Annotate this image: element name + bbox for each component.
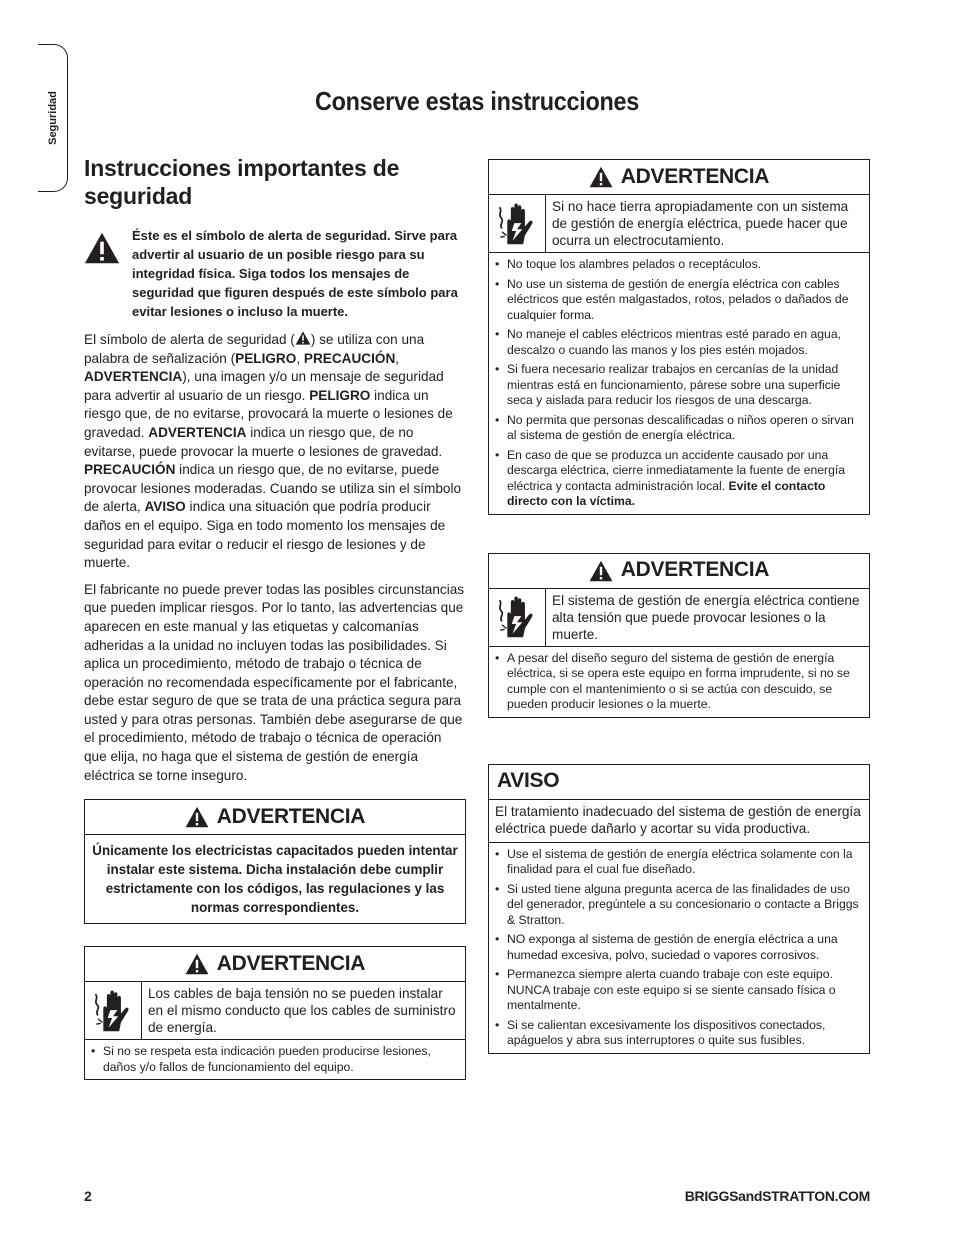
warning-box-heading: ADVERTENCIA <box>489 554 869 589</box>
section-title: Instrucciones importantes de seguridad <box>84 155 400 209</box>
right-column <box>488 159 870 1054</box>
alert-intro-text: Éste es el símbolo de alerta de seguridad. Sirve para advertir al usuario de un posible riesgo para su integridad física. Siga todos los mensajes de seguridad que figuren después de este símbolo para evitar lesiones o incluso la muerte. <box>132 228 458 319</box>
warning-triangle-icon <box>295 331 311 345</box>
list-item: • NO exponga al sistema de gestión de energía eléctrica a una humedad excesiva, polvo, suciedad o vapores corrosivos. <box>495 932 861 963</box>
list-item: • Use el sistema de gestión de energía eléctrica solamente con la finalidad para el cual fue diseñado. <box>495 847 861 878</box>
notice-box-text: El tratamiento inadecuado del sistema de gestión de energía eléctrica puede dañarlo y acortar su vida productiva. <box>489 800 869 843</box>
warning-box-high-voltage <box>488 553 870 718</box>
notice-box-heading: AVISO <box>489 765 869 800</box>
list-item: • Si usted tiene alguna pregunta acerca de las finalidades de uso del generador, pregúntele a su concesionario o contacte a Briggs & Stratton. <box>495 882 861 929</box>
warning-box-row <box>489 195 869 253</box>
left-column <box>84 154 466 1080</box>
list-item: • A pesar del diseño seguro del sistema de gestión de energía eléctrica, si se opera este equipo en forma imprudente, si no se cumple con el mantenimiento o si se actúa con descuido, se pueden producir lesiones o la muerte. <box>495 651 861 713</box>
list-item: • Si se calientan excesivamente los dispositivos conectados, apáguelos y abra sus interruptores o quite sus fusibles. <box>495 1018 861 1049</box>
list-item: • Permanezca siempre alerta cuando trabaje con este equipo. NUNCA trabaje con este equipo si se siente cansado física o mentalmente. <box>495 967 861 1014</box>
signal-words-paragraph: El símbolo de alerta de seguridad ( ) se utiliza con una palabra de señalización (PELIGRO, PRECAUCIÓN, ADVERTENCIA), una imagen y/o un mensaje de seguridad para advertir al usuario de un riesgo. PELIGRO indica un riesgo que, de no evitarse, provocará la muerte o lesiones de gravedad. ADVERTENCIA indica un riesgo que, de no evitarse, puede provocar la muerte o lesiones de gravedad. PRECAUCIÓN indica un riesgo que, de no evitarse, puede provocar lesiones moderadas. Cuando se utiliza sin el símbolo de alerta, AVISO indica una situación que podría producir daños en el equipo. Siga en todo momento los mensajes de seguridad para evitar o reducir el riesgo de lesiones y de muerte. <box>84 332 462 571</box>
list-item: • No permita que personas descalificadas o niños operen o sirvan al sistema de gestión de energía eléctrica. <box>495 413 861 444</box>
electric-shock-hand-icon <box>85 982 142 1039</box>
page-title: Conserve estas instrucciones <box>314 86 640 116</box>
alert-intro <box>84 226 466 321</box>
warning-box-grounding <box>488 159 870 515</box>
side-tab-label: Seguridad <box>47 91 59 145</box>
electric-shock-hand-icon <box>489 589 546 646</box>
website-link[interactable]: BRIGGSandSTRATTON.COM <box>684 1188 870 1204</box>
warning-triangle-icon <box>84 226 120 321</box>
list-item: • En caso de que se produzca un accidente causado por una descarga eléctrica, cierre inmediatamente la fuente de energía eléctrica y contacta administración local. Evite el contacto directo con la víctima. <box>495 448 861 510</box>
notice-box-bullets <box>489 843 869 1053</box>
warning-triangle-icon <box>185 953 209 975</box>
list-item: • No use un sistema de gestión de energía eléctrica con cables eléctricos que estén malgastados, rotos, pelados o dañados de cualquier forma. <box>495 277 861 324</box>
warning-box-text: Los cables de baja tensión no se pueden instalar en el mismo conducto que los cables de suministro de energía. <box>148 986 456 1036</box>
manufacturer-paragraph: El fabricante no puede prever todas las posibles circunstancias que pueden implicar riesgos. Por lo tanto, las advertencias que aparecen en este manual y las etiquetas y calcomanías adheridas a la unidad no incluyen todas las posibilidades. Si aplica un procedimiento, método de trabajo o técnica de operación no recomendada específicamente por el fabricante, debe estar seguro de que se trata de una práctica segura para usted y para otras personas. También debe asegurarse de que el procedimiento, método de trabajo o técnica de operación que elija, no haga que el sistema de gestión de energía eléctrica se torne inseguro. <box>84 581 465 783</box>
warning-box-heading: ADVERTENCIA <box>85 947 465 982</box>
warning-box-heading: ADVERTENCIA <box>489 160 869 195</box>
electric-shock-hand-icon <box>489 195 546 252</box>
warning-box-electricians <box>84 799 466 924</box>
warning-box-low-voltage <box>84 946 466 1080</box>
warning-triangle-icon <box>589 166 613 188</box>
warning-box-bullets <box>489 253 869 514</box>
warning-box-bullets <box>85 1040 465 1079</box>
warning-box-bullets <box>489 647 869 717</box>
warning-box-text: Únicamente los electricistas capacitados pueden intentar instalar este sistema. Dicha instalación debe cumplir estrictamente con los códigos, las regulaciones y las normas correspondientes. <box>92 843 458 916</box>
warning-box-text: Si no hace tierra apropiadamente con un sistema de gestión de energía eléctrica, puede hacer que ocurra un electrocutamiento. <box>552 199 849 248</box>
list-item: • No maneje el cables eléctricos mientras esté parado en agua, descalzo o cuando las manos y los pies estén mojados. <box>495 327 861 358</box>
list-item: • Si no se respeta esta indicación pueden producirse lesiones, daños y/o fallos de funcionamiento del equipo. <box>91 1044 457 1075</box>
page-number: 2 <box>84 1188 92 1204</box>
warning-box-text: El sistema de gestión de energía eléctrica contiene alta tensión que puede provocar lesiones o la muerte. <box>552 592 860 642</box>
warning-triangle-icon <box>185 806 209 828</box>
notice-box <box>488 764 870 1054</box>
list-item: • No toque los alambres pelados o receptáculos. <box>495 257 861 273</box>
warning-box-heading: ADVERTENCIA <box>85 800 465 835</box>
list-item: • Si fuera necesario realizar trabajos en cercanías de la unidad mientras está en funcionamiento, párese sobre una superficie seca y aislada para reducir los riesgos de una descarga. <box>495 362 861 409</box>
warning-box-row <box>489 589 869 647</box>
warning-box-row <box>85 982 465 1040</box>
warning-triangle-icon <box>589 560 613 582</box>
